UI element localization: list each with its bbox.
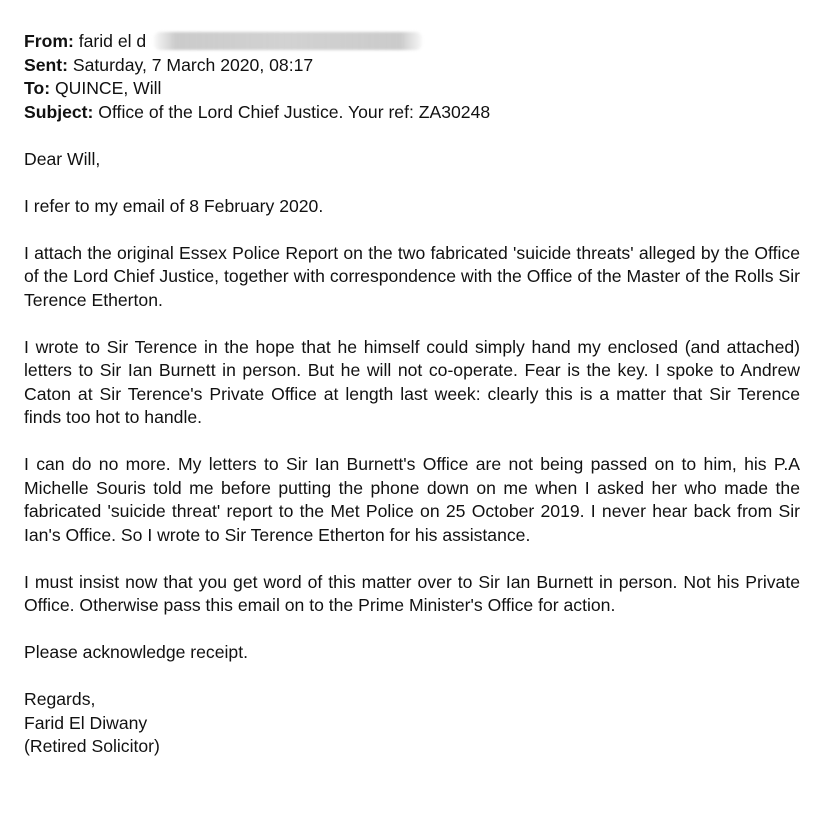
greeting: Dear Will, bbox=[24, 148, 101, 169]
subject-line bbox=[24, 101, 800, 125]
to-label: To: bbox=[24, 78, 51, 98]
paragraph-2: I attach the original Essex Police Report on the two fabricated 'suicide threats' alleged by the Office of the Lord Chief Justice, together with correspondence with the Office of the Master of the Rolls Sir Terence Etherton. bbox=[24, 242, 800, 310]
email-document bbox=[24, 30, 800, 759]
subject-label: Subject: bbox=[24, 101, 94, 122]
from-name: farid el d bbox=[78, 31, 147, 51]
signoff bbox=[24, 688, 800, 759]
sender-name: Farid El Diwany bbox=[24, 712, 148, 733]
to-value: QUINCE, Will bbox=[54, 78, 162, 98]
from-label: From: bbox=[24, 31, 74, 51]
closing: Regards, bbox=[24, 689, 96, 709]
paragraph-6: Please acknowledge receipt. bbox=[24, 642, 248, 662]
sent-value: Saturday, 7 March 2020, 08:17 bbox=[72, 54, 314, 75]
paragraph-1: I refer to my email of 8 February 2020. bbox=[24, 195, 324, 216]
redacted-email-address bbox=[154, 32, 422, 50]
sent-label: Sent: bbox=[24, 54, 68, 75]
paragraph-5: I must insist now that you get word of this matter over to Sir Ian Burnett in person. Not his Private Office. Otherwise pass this email on to the Prime Minister's Office for action. bbox=[24, 571, 800, 615]
paragraph-4: I can do no more. My letters to Sir Ian Burnett's Office are not being passed on to him, his P.A Michelle Souris told me before putting the phone down on me when I asked her who made the fabricated 'suicide threat' report to the Met Police on 25 October 2019. I never hear back from Sir Ian's Office. So I wrote to Sir Terence Etherton for his assistance. bbox=[24, 454, 800, 545]
to-line bbox=[24, 77, 800, 101]
paragraph-3: I wrote to Sir Terence in the hope that he himself could simply hand my enclosed (and attached) letters to Sir Ian Burnett in person. But he will not co-operate. Fear is the key. I spoke to Andrew Caton at Sir Terence's Private Office at length last week: clearly this is a matter that Sir Terence finds too hot to handle. bbox=[24, 336, 800, 427]
sender-title: (Retired Solicitor) bbox=[24, 736, 160, 756]
subject-value: Office of the Lord Chief Justice. Your ref: ZA30248 bbox=[98, 101, 491, 122]
sent-line bbox=[24, 54, 800, 78]
from-line bbox=[24, 30, 800, 54]
